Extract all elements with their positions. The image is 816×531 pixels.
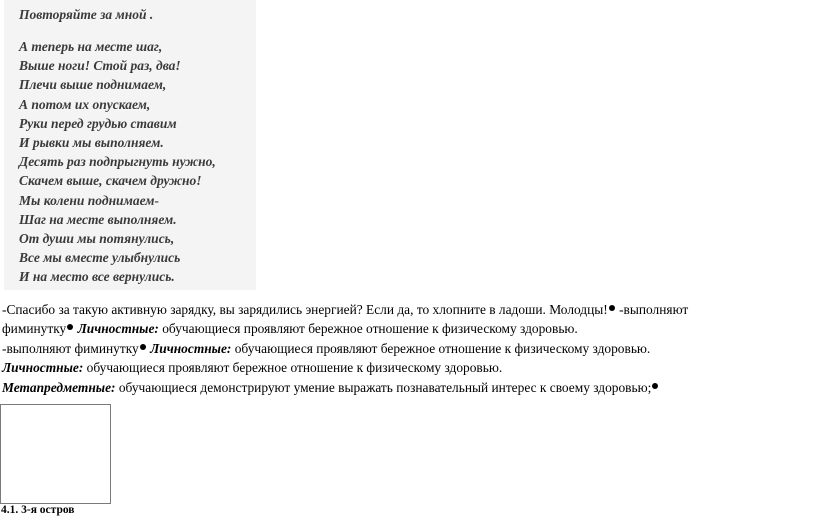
poem-line: Шаг на месте выполняем. bbox=[19, 211, 177, 227]
poem-lines bbox=[19, 37, 216, 286]
poem-line: А теперь на месте шаг, bbox=[19, 39, 163, 54]
poem-line: Руки перед грудью ставим bbox=[19, 115, 177, 131]
outcome-text: обучающиеся проявляют бережное отношение к физическому здоровью. bbox=[231, 340, 651, 356]
poem-line: От души мы потянулись, bbox=[19, 230, 175, 246]
lesson-sentence: фиминутку bbox=[2, 321, 67, 337]
lesson-line bbox=[2, 378, 814, 397]
poem-line: И рывки мы выполняем. bbox=[19, 134, 164, 150]
poem-title: Повторяйте за мной . bbox=[19, 7, 154, 22]
poem-line: Плечи выше поднимаем, bbox=[19, 77, 167, 93]
poem-line: И на место все вернулись. bbox=[19, 269, 175, 285]
poem-line: Выше ноги! Стой раз, два! bbox=[19, 58, 181, 74]
poem-line: Мы колени поднимаем- bbox=[19, 192, 159, 208]
bullet-icon bbox=[67, 324, 73, 330]
poem-image bbox=[4, 0, 256, 290]
outcome-label: Личностные: bbox=[77, 321, 159, 337]
lesson-line bbox=[2, 319, 814, 338]
section-heading: 4.1. 3-я остров bbox=[1, 504, 75, 516]
bullet-icon bbox=[652, 383, 658, 389]
outcome-label: Личностные: bbox=[150, 340, 232, 356]
bullet-icon bbox=[140, 344, 146, 350]
outcome-text: обучающиеся проявляют бережное отношение к физическому здоровью. bbox=[158, 321, 578, 337]
poem-line: Десять раз подпрыгнуть нужно, bbox=[19, 154, 216, 170]
lesson-line bbox=[2, 300, 814, 319]
lesson-sentence: -выполняют фиминутку bbox=[2, 340, 139, 356]
lesson-sentence-tail: -выполняют bbox=[615, 302, 689, 317]
outcome-text: обучающиеся демонстрируют умение выражать познавательный интерес к своему здоровью; bbox=[115, 379, 652, 395]
outcome-label: Метапредметные: bbox=[2, 379, 116, 395]
outcome-text: обучающиеся проявляют бережное отношение к физическому здоровью. bbox=[83, 360, 503, 376]
image-placeholder bbox=[0, 404, 111, 504]
poem-line: А потом их опускаем, bbox=[19, 96, 151, 112]
lesson-line bbox=[2, 339, 814, 358]
lesson-line bbox=[2, 358, 814, 377]
bullet-icon bbox=[609, 305, 615, 311]
poem-line: Скачем выше, скачем дружно! bbox=[19, 173, 202, 189]
lesson-sentence: -Спасибо за такую активную зарядку, вы зарядились энергией? Если да, то хлопните в ладоши. Молодцы! bbox=[2, 302, 608, 317]
poem-line: Все мы вместе улыбнулись bbox=[19, 250, 181, 266]
outcome-label: Личностные: bbox=[2, 360, 84, 376]
lesson-text bbox=[2, 300, 814, 397]
